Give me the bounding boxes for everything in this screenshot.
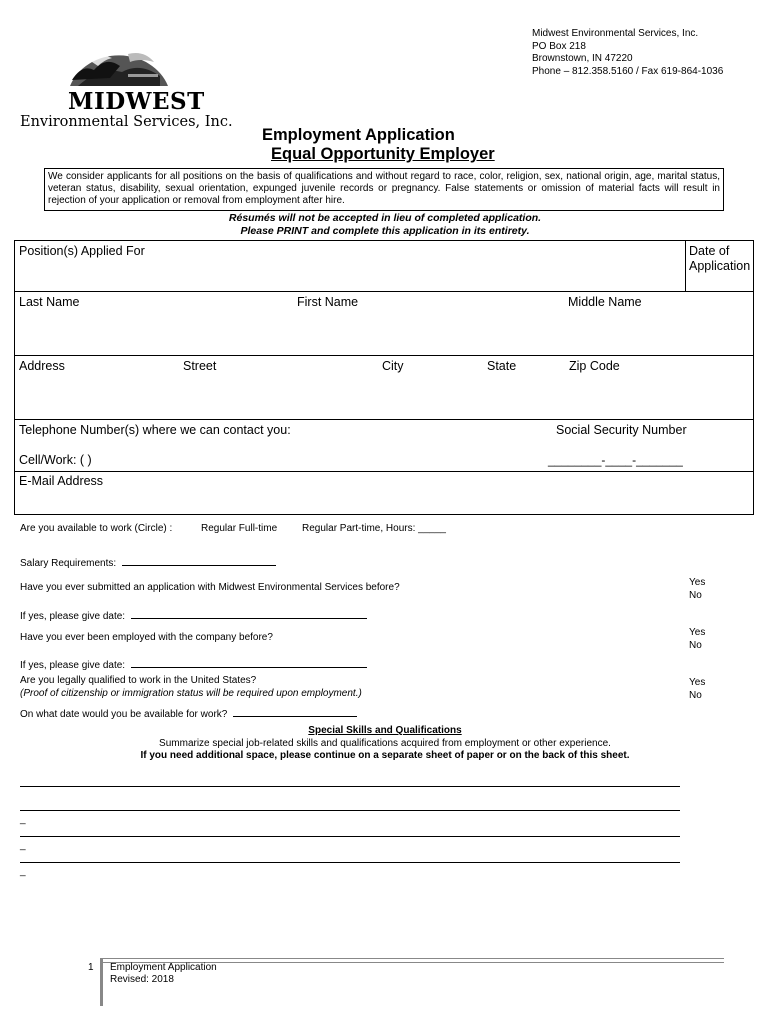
city-label: City bbox=[382, 359, 404, 373]
title-line-1: Employment Application bbox=[262, 126, 455, 144]
divider bbox=[15, 419, 753, 420]
date-of-application-label bbox=[689, 244, 750, 274]
company-address-block bbox=[532, 28, 723, 78]
middle-name-label: Middle Name bbox=[568, 295, 642, 309]
page-title bbox=[262, 126, 495, 164]
skills-instructions: Summarize special job-related skills and qualifications acquired from employment or other experience. bbox=[159, 738, 611, 749]
address-field[interactable] bbox=[15, 375, 753, 419]
state-label: State bbox=[487, 359, 517, 373]
availability-question: Are you available to work (Circle) : bbox=[20, 523, 173, 534]
employed-question: Have you ever been employed with the company before? bbox=[20, 632, 273, 643]
proof-note: (Proof of citizenship or immigration status will be required upon employment.) bbox=[20, 688, 362, 699]
no-option[interactable]: No bbox=[689, 590, 702, 601]
line-dash: _ bbox=[20, 814, 26, 825]
company-po-box: PO Box 218 bbox=[532, 40, 586, 52]
email-field[interactable] bbox=[15, 491, 753, 515]
available-date-label: On what date would you be available for work? bbox=[20, 709, 228, 720]
footer-text bbox=[110, 962, 217, 985]
zip-code-label: Zip Code bbox=[569, 359, 620, 373]
footer-side-bar bbox=[100, 958, 103, 1006]
full-time-option[interactable]: Regular Full-time bbox=[201, 523, 278, 534]
skills-heading: Special Skills and Qualifications bbox=[308, 725, 462, 736]
company-city: Brownstown, IN 47220 bbox=[532, 53, 633, 64]
footer-revised: Revised: 2018 bbox=[110, 973, 174, 985]
no-option[interactable]: No bbox=[689, 640, 702, 651]
footer-title: Employment Application bbox=[110, 962, 217, 973]
skills-space-note: If you need additional space, please continue on a separate sheet of paper or on the back of this sheet. bbox=[140, 750, 630, 761]
part-time-option[interactable]: Regular Part-time, Hours: _____ bbox=[302, 523, 446, 534]
employed-date-field[interactable] bbox=[131, 657, 367, 668]
salary-requirements-row bbox=[20, 555, 276, 569]
ssn-label: Social Security Number bbox=[556, 423, 687, 437]
legal-question: Are you legally qualified to work in the United States? bbox=[20, 675, 257, 686]
street-label: Street bbox=[183, 359, 217, 373]
telephone-label: Telephone Number(s) where we can contact you: bbox=[19, 423, 291, 437]
email-label: E-Mail Address bbox=[19, 474, 104, 488]
positions-label: Position(s) Applied For bbox=[19, 244, 145, 258]
employed-yes-no[interactable] bbox=[689, 626, 705, 652]
logo-text-midwest: MIDWEST bbox=[68, 88, 205, 115]
title-line-2: Equal Opportunity Employer bbox=[271, 145, 495, 163]
company-logo bbox=[20, 36, 233, 136]
address-label: Address bbox=[19, 359, 65, 373]
logo-emblem-icon bbox=[20, 36, 230, 96]
company-phone: Phone – 812.358.5160 / Fax 619-864-1036 bbox=[532, 65, 724, 77]
cell-work-field[interactable]: Cell/Work: ( ) bbox=[19, 453, 92, 467]
last-name-label: Last Name bbox=[19, 295, 80, 309]
yes-option[interactable]: Yes bbox=[689, 677, 706, 688]
line-dash: _ bbox=[20, 840, 26, 851]
name-field[interactable] bbox=[15, 311, 753, 355]
company-name: Midwest Environmental Services, Inc. bbox=[532, 28, 699, 39]
no-option[interactable]: No bbox=[689, 690, 702, 701]
skills-write-line[interactable] bbox=[20, 836, 680, 837]
skills-write-line[interactable] bbox=[20, 862, 680, 863]
if-yes-date-row-1 bbox=[20, 608, 367, 622]
submitted-question: Have you ever submitted an application with Midwest Environmental Services before? bbox=[20, 582, 400, 593]
yes-option[interactable]: Yes bbox=[689, 577, 706, 588]
eeo-policy-text: We consider applicants for all positions on the basis of qualifications and without regard to race, color, religion, sex, national origin, age, marital status, veteran status, disability, sexual orientation, expunged juvenile records or pregnancy. False statements or omission of material facts will result in rejection of your application or removal from employment after hire. bbox=[44, 168, 724, 211]
salary-field[interactable] bbox=[122, 555, 276, 566]
applicant-info-form bbox=[14, 240, 754, 515]
legal-yes-no[interactable] bbox=[689, 676, 705, 702]
divider bbox=[15, 355, 753, 356]
salary-label: Salary Requirements: bbox=[20, 558, 117, 569]
date-of-application-field[interactable] bbox=[686, 275, 754, 291]
yes-option[interactable]: Yes bbox=[689, 627, 706, 638]
divider bbox=[15, 471, 753, 472]
print-notice bbox=[0, 212, 770, 237]
first-name-label: First Name bbox=[297, 295, 359, 309]
submitted-yes-no[interactable] bbox=[689, 576, 705, 602]
application-label: Application bbox=[689, 259, 751, 273]
skills-write-line[interactable] bbox=[20, 786, 680, 787]
available-date-field[interactable] bbox=[233, 706, 357, 717]
if-yes-label: If yes, please give date: bbox=[20, 611, 126, 622]
if-yes-label: If yes, please give date: bbox=[20, 660, 126, 671]
page-number: 1 bbox=[88, 962, 94, 973]
skills-write-line[interactable] bbox=[20, 810, 680, 811]
positions-field[interactable] bbox=[15, 241, 685, 291]
notice-line-2: Please PRINT and complete this application in its entirety. bbox=[240, 224, 530, 237]
date-of-label: Date of bbox=[689, 244, 730, 258]
submitted-date-field[interactable] bbox=[131, 608, 367, 619]
notice-line-1: Résumés will not be accepted in lieu of completed application. bbox=[228, 212, 542, 224]
line-dash: _ bbox=[20, 866, 26, 877]
logo-text-services: Environmental Services, Inc. bbox=[20, 114, 233, 130]
available-date-row bbox=[20, 706, 357, 720]
if-yes-date-row-2 bbox=[20, 657, 367, 671]
divider bbox=[15, 291, 753, 292]
ssn-field[interactable]: ________-____-_______ bbox=[548, 453, 683, 467]
